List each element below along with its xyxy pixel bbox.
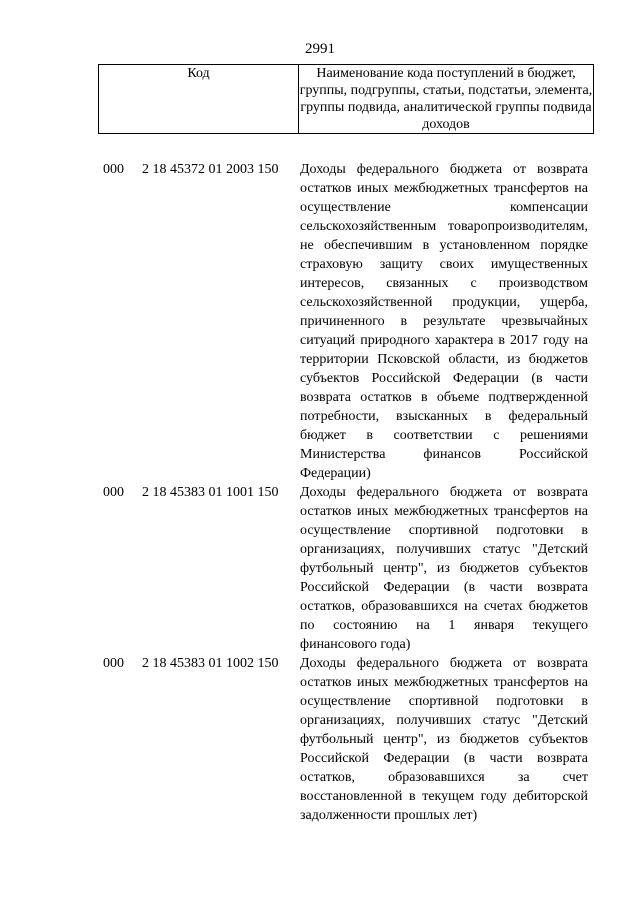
header-code-cell: Код <box>99 65 299 134</box>
entry-admin-code: 000 <box>103 162 124 177</box>
page-number: 2991 <box>305 41 335 57</box>
entry-description: Доходы федерального бюджета от возврата остатков иных межбюджетных трансфертов на осуществление спортивной подготовки в организациях, получивших статус "Детский футбольный центр", из бюджетов субъектов Российской Федерации (в части возврата остатков, образовавшихся на счетах бюджетов по состоянию на 1 января текущего финансового года) <box>300 485 588 652</box>
entry-admin-code: 000 <box>103 485 124 500</box>
table-header <box>98 64 594 134</box>
entry-income-code: 2 18 45372 01 2003 150 <box>142 162 279 177</box>
table-row <box>0 483 640 654</box>
entry-description: Доходы федерального бюджета от возврата остатков иных межбюджетных трансфертов на осуществление спортивной подготовки в организациях, получивших статус "Детский футбольный центр", из бюджетов субъектов Российской Федерации (в части возврата остатков, образовавшихся за счет восстановленной в текущем году дебиторской задолженности прошлых лет) <box>300 656 588 823</box>
entry-description: Доходы федерального бюджета от возврата остатков иных межбюджетных трансфертов на осуществление компенсации сельскохозяйственным товаропроизводителям, не обеспечившим в установленном порядке страховую защиту своих имущественных интересов, связанных с производством сельскохозяйственной продукции, ущерба, причиненного в результате чрезвычайных ситуаций природного характера в 2017 году на территории Псковской области, из бюджетов субъектов Российской Федерации (в части возврата остатков в объеме подтвержденной потребности, взысканных в федеральный бюджет в соответствии с решениями Министерства финансов Российской Федерации) <box>300 162 588 481</box>
entry-income-code: 2 18 45383 01 1001 150 <box>142 485 279 500</box>
entry-admin-code: 000 <box>103 656 124 671</box>
header-row <box>99 65 594 134</box>
header-name-cell: Наименование кода поступлений в бюджет, группы, подгруппы, статьи, подстатьи, элемента, группы подвида, аналитической группы подвида доходов <box>299 66 593 132</box>
entry-income-code: 2 18 45383 01 1002 150 <box>142 656 279 671</box>
table-row <box>0 160 640 483</box>
table-row <box>0 654 640 825</box>
entries-list <box>0 160 640 825</box>
